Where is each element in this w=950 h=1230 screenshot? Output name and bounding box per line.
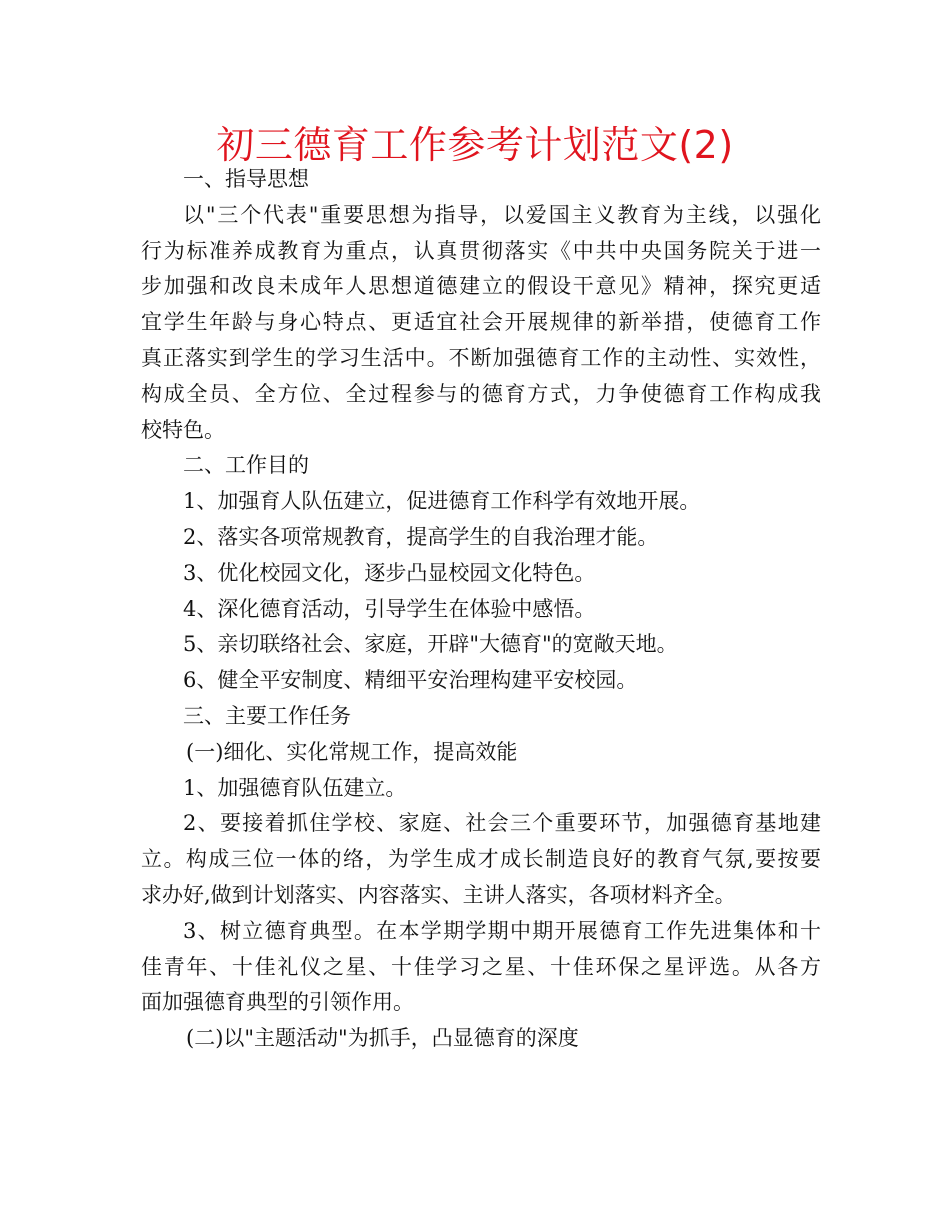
guiding-thought-paragraph — [141, 198, 821, 449]
paragraph-line: 以"三个代表"重要思想为指导，以爱国主义教育为主线，以强化 — [183, 202, 821, 227]
subsection-heading: (二)以"主题活动"为抓手，凸显德育的深度 — [186, 1026, 579, 1051]
paragraph-line: 面加强德育典型的引领作用。 — [141, 990, 414, 1015]
task-item-3 — [141, 914, 821, 1021]
paragraph-line: 3、树立德育典型。在本学期学期中期开展德育工作先进集体和十 — [183, 918, 821, 943]
list-item: 4、深化德育活动，引导学生在体验中感悟。 — [183, 596, 596, 621]
document-body — [141, 162, 821, 1057]
task-item-2 — [141, 806, 821, 913]
paragraph-line: 真正落实到学生的学习生活中。不断加强德育工作的主动性、实效性， — [141, 345, 821, 370]
paragraph-line: 立。构成三位一体的络，为学生成才成长制造良好的教育气氛,要按要 — [141, 847, 821, 872]
section-heading-main-tasks: 三、主要工作任务 — [183, 703, 351, 728]
paragraph-line: 佳青年、十佳礼仪之星、十佳学习之星、十佳环保之星评选。从各方 — [141, 954, 821, 979]
paragraph-line: 2、要接着抓住学校、家庭、社会三个重要环节，加强德育基地建 — [183, 811, 821, 836]
paragraph-line: 步加强和改良未成年人思想道德建立的假设干意见》精神，探究更适 — [141, 274, 821, 299]
document-title: 初三德育工作参考计划范文(2) — [216, 123, 734, 167]
list-item: 1、加强德育队伍建立。 — [183, 775, 407, 800]
paragraph-line: 宜学生年龄与身心特点、更适宜社会开展规律的新举措，使德育工作 — [141, 310, 821, 335]
list-item: 1、加强育人队伍建立，促进德育工作科学有效地开展。 — [183, 489, 701, 514]
paragraph-line: 行为标准养成教育为重点，认真贯彻落实《中共中央国务院关于进一 — [141, 238, 821, 263]
subsection-heading: (一)细化、实化常规工作，提高效能 — [186, 739, 518, 764]
list-item: 2、落实各项常规教育，提高学生的自我治理才能。 — [183, 524, 659, 549]
list-item: 6、健全平安制度、精细平安治理构建平安校园。 — [183, 668, 638, 693]
paragraph-line: 构成全员、全方位、全过程参与的德育方式，力争使德育工作构成我 — [141, 381, 821, 406]
section-heading-guiding-thought: 一、指导思想 — [183, 167, 309, 191]
paragraph-line: 求办好,做到计划落实、内容落实、主讲人落实，各项材料齐全。 — [141, 882, 736, 907]
list-item: 5、亲切联络社会、家庭，开辟"大德育"的宽敞天地。 — [183, 632, 678, 657]
section-heading-work-goals: 二、工作目的 — [183, 453, 309, 478]
list-item: 3、优化校园文化，逐步凸显校园文化特色。 — [183, 560, 596, 585]
work-goals-list — [141, 484, 821, 699]
paragraph-line: 校特色。 — [141, 417, 225, 442]
